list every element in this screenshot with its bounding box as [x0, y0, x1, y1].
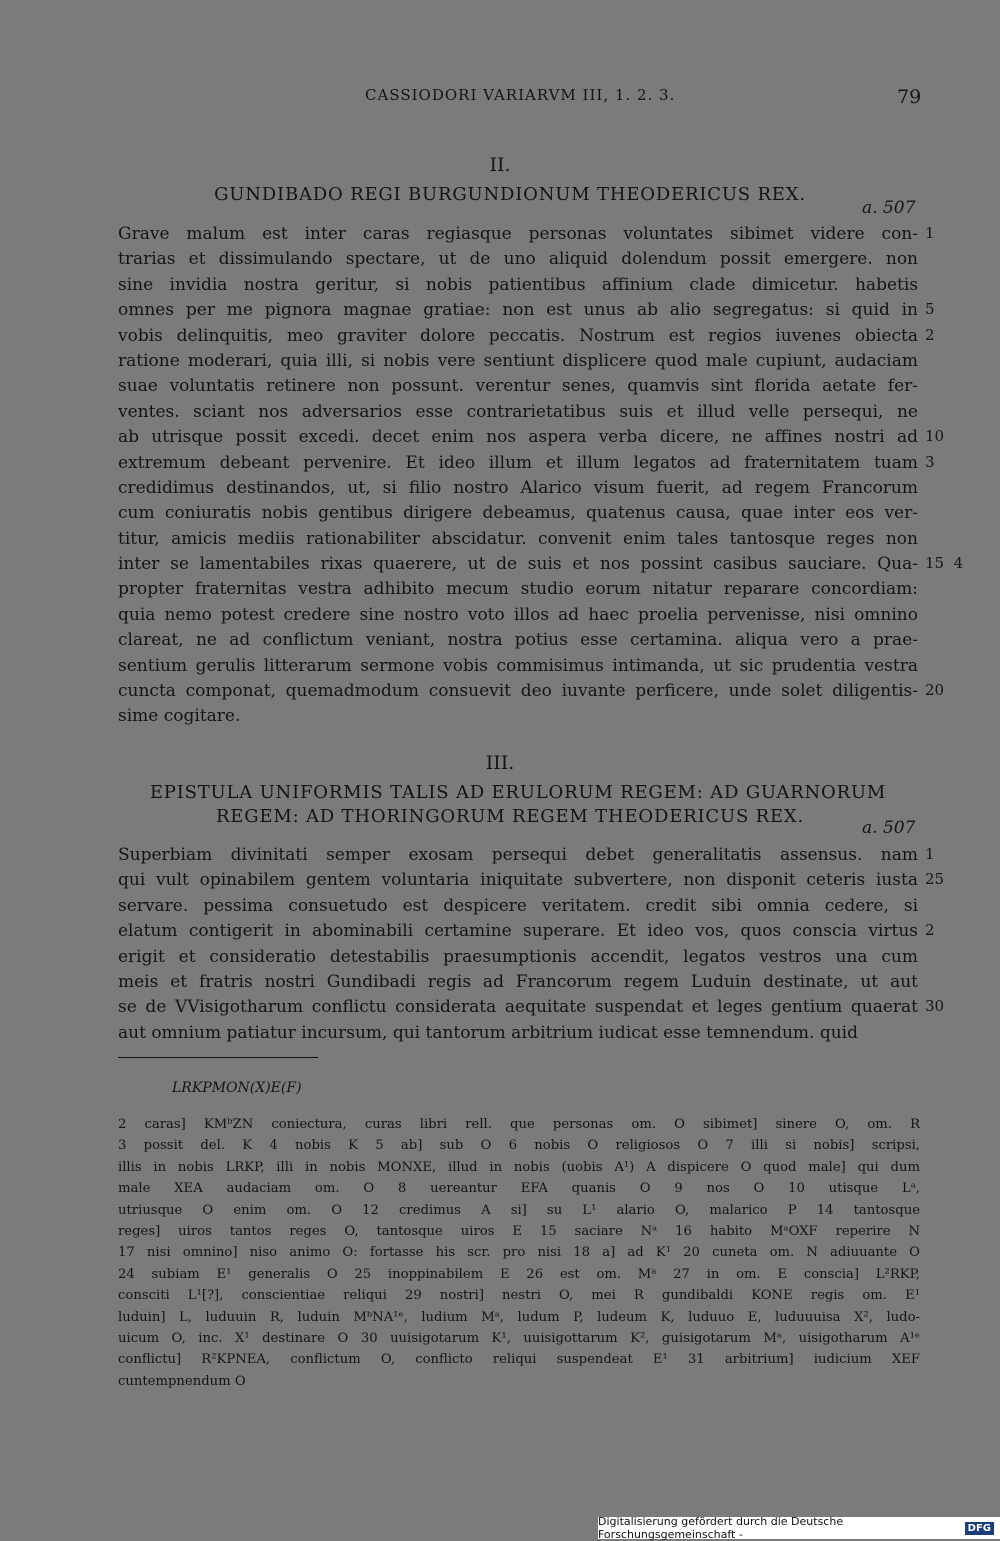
text-line: sentium gerulis litterarum sermone vobis commisimus intimanda, ut sic prudentia vestra: [118, 655, 918, 676]
margin-number: 2: [925, 921, 935, 940]
text-line: conflictu] R²KPNEA, conflictum O, conflicto reliqui suspendeat E¹ 31 arbitrium] iudicium XEF: [118, 1352, 920, 1368]
text-line: extremum debeant pervenire. Et ideo illum et illum legatos ad fraternitatem tuam: [118, 452, 918, 473]
text-line: 2 caras] KMᵇZN coniectura, curas libri rell. que personas om. O sibimet] sinere O, om. R: [118, 1117, 920, 1132]
text-line: utriusque O enim om. O 12 credimus A si] su L¹ alario O, malarico P 14 tantosque: [118, 1202, 920, 1218]
text-line: illis in nobis LRKP, illi in nobis MONXE, illud in nobis (uobis A¹) A dispicere O quod male] qui dum: [118, 1159, 920, 1175]
letter-3-date: a. 507: [862, 818, 916, 838]
text-line: sine invidia nostra geritur, si nobis patientibus affinium clade dimicetur. habetis: [118, 274, 918, 295]
margin-number: 5: [925, 300, 935, 319]
text-line: male XEA audaciam om. O 8 uereantur EFA quanis O 9 nos O 10 utisque Lᵃ,: [118, 1181, 920, 1197]
dfg-logo: DFG: [965, 1522, 994, 1535]
text-line: clareat, ne ad conflictum veniant, nostra potius esse certamina. aliqua vero a prae-: [118, 630, 918, 651]
text-line: reges] uiros tantos reges O, tantosque uiros E 15 saciare Nᵃ 16 habito MᵃOXF reperire N: [118, 1223, 920, 1239]
text-line: aut omnium patiatur incursum, qui tantorum arbitrium iudicat esse temnendum. quid: [118, 1022, 858, 1043]
text-line: cuncta componat, quemadmodum consuevit deo iuvante perficere, unde solet diligentis-: [118, 681, 918, 702]
margin-number: 15 4: [925, 554, 964, 573]
text-line: ratione moderari, quia illi, si nobis vere sentiunt displicere quod male cupiunt, audaciam: [118, 350, 918, 371]
letter-3-body: [118, 843, 918, 1046]
text-line: vobis delinquitis, meo graviter dolore peccatis. Nostrum est regios iuvenes obiecta: [118, 325, 918, 346]
letter-2-title: GUNDIBADO REGI BURGUNDIONUM THEODERICUS REX.: [214, 184, 806, 205]
margin-number: 30: [925, 997, 945, 1016]
footer-credit-text: Digitalisierung gefördert durch die Deutsche Forschungsgemeinschaft -: [598, 1515, 844, 1541]
text-line: cum coniuratis nobis gentibus dirigere debeamus, quatenus causa, quae inter eos ver-: [118, 503, 918, 524]
text-line: trarias et dissimulando spectare, ut de uno aliquid dolendum possit emergere. non: [118, 249, 918, 270]
text-line: omnes per me pignora magnae gratiae: non est unus ab alio segregatus: si quid in: [118, 300, 918, 321]
letter-3-title-line-1: EPISTULA UNIFORMIS TALIS AD ERULORUM REGEM: AD GUARNORUM: [149, 782, 887, 803]
text-line: 24 subiam E¹ generalis O 25 inoppinabilem E 26 est om. Mᵃ 27 in om. E conscia] L²RKP,: [118, 1266, 920, 1282]
text-line: Superbiam divinitati semper exosam persequi debet generalitatis assensus. nam: [118, 845, 918, 865]
text-line: qui vult opinabilem gentem voluntaria iniquitate subvertere, non disponit ceteris iusta: [118, 870, 918, 891]
running-head: CASSIODORI VARIARVM III, 1. 2. 3.: [365, 86, 676, 104]
text-line: se de VVisigotharum conflictu considerata aequitate suspendat et leges gentium quaerat: [118, 997, 918, 1018]
text-line: 3 possit del. K 4 nobis K 5 ab] sub O 6 nobis O religiosos O 7 illi si nobis] scripsi,: [118, 1138, 920, 1154]
margin-number: 10: [925, 427, 945, 446]
text-line: credidimus destinandos, ut, si filio nostro Alarico visum fuerit, ad regem Francorum: [118, 477, 918, 498]
text-line: titur, amicis mediis rationabiliter abscidatur. convenit enim tales tantosque reges non: [118, 528, 918, 549]
text-line: consciti L¹[?], conscientiae reliqui 29 nostri] nestri O, mei R gundibaldi KONE regis om. E¹: [118, 1288, 920, 1304]
text-line: uicum O, inc. X¹ destinare O 30 uuisigotarum K¹, uuisigottarum K², guisigotarum Mᵃ, uisigotharum A¹ᵉ: [118, 1330, 920, 1346]
text-line: propter fraternitas vestra adhibito mecum studio eorum nitatur reparare concordiam:: [118, 579, 918, 600]
text-line: 17 nisi omnino] niso animo O: fortasse his scr. pro nisi 18 a] ad K¹ 20 cuneta om. N adiuuante O: [118, 1245, 920, 1261]
text-line: servare. pessima consuetudo est despicere veritatem. credit sibi omnia cedere, si: [118, 895, 918, 916]
text-line: ventes. sciant nos adversarios esse contrarietatibus suis et illud velle persequi, ne: [118, 401, 918, 422]
letter-2-date: a. 507: [862, 198, 916, 218]
text-line: ab utrisque possit excedi. decet enim nos aspera verba dicere, ne affines nostri ad: [118, 427, 918, 448]
letter-2-body: [118, 222, 918, 730]
digitization-footer: [598, 1517, 1000, 1539]
text-line: cuntempnendum O: [118, 1373, 246, 1389]
text-line: meis et fratris nostri Gundibadi regis ad Francorum regem Luduin destinate, ut aut: [118, 971, 918, 992]
text-line: Grave malum est inter caras regiasque personas voluntates sibimet videre con-: [118, 224, 918, 244]
margin-number: 1: [925, 845, 935, 863]
margin-number: 3: [925, 452, 935, 471]
apparatus-sigla: LRKPMON(X)E(F): [172, 1080, 302, 1096]
letter-3-number: III.: [485, 752, 515, 774]
margin-number: 25: [925, 870, 945, 889]
text-line: inter se lamentabiles rixas quaerere, ut de suis et nos possint casibus sauciare. Qua-: [118, 554, 918, 575]
text-line: erigit et consideratio detestabilis praesumptionis accendit, legatos vestros una cum: [118, 946, 918, 967]
text-line: luduin] L, luduuin R, luduin MᵇNA¹ᵉ, ludium Mᵃ, ludum P, ludeum K, luduuo E, luduuuisa X², ludo-: [118, 1309, 920, 1325]
footnote-rule: [118, 1057, 318, 1058]
critical-apparatus: [118, 1114, 920, 1392]
text-line: elatum contigerit in abominabili certamine superare. Et ideo vos, quos conscia virtus: [118, 921, 918, 942]
page-number: 79: [897, 86, 922, 108]
letter-3-title-line-2: REGEM: AD THORINGORUM REGEM THEODERICUS REX.: [215, 806, 805, 827]
margin-number: 20: [925, 681, 945, 700]
text-line: quia nemo potest credere sine nostro voto illos ad haec proelia pervenisse, nisi omnino: [118, 604, 918, 625]
text-line: suae voluntatis retinere non possunt. verentur senes, quamvis sint florida aetate fer-: [118, 376, 918, 397]
margin-number: 2: [925, 325, 935, 344]
letter-2-number: II.: [489, 154, 511, 176]
text-line: sime cogitare.: [118, 706, 241, 727]
margin-number: 1: [925, 224, 935, 242]
